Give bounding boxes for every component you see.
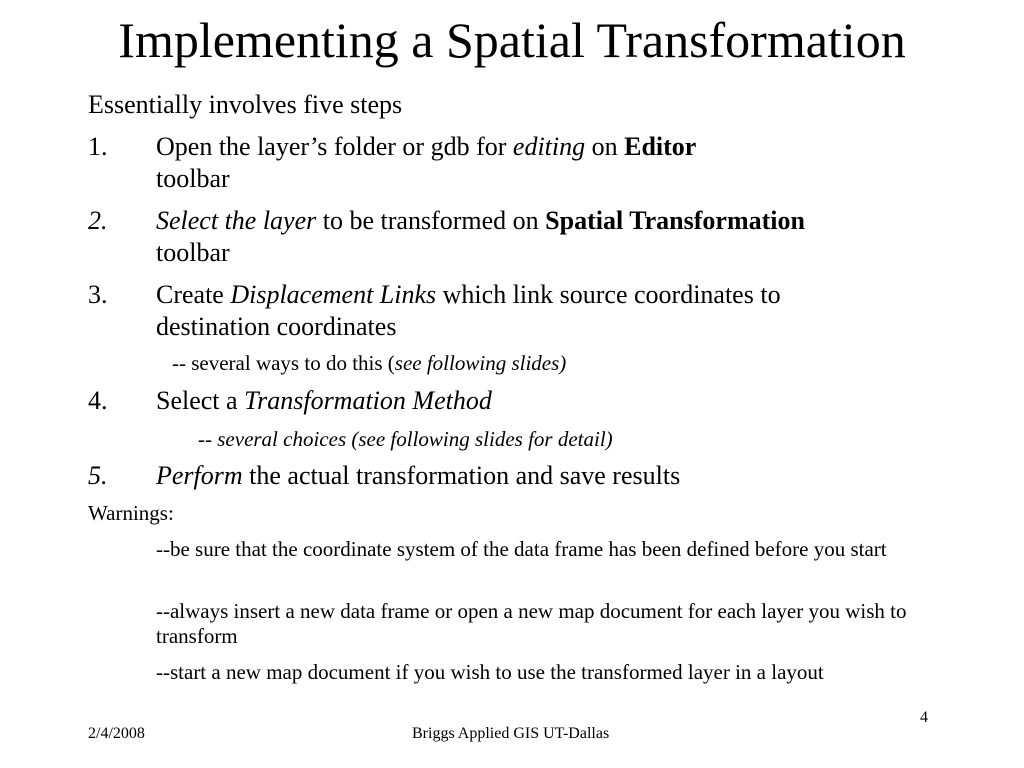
step-number: 5. — [88, 461, 108, 490]
step-number: 3. — [88, 280, 108, 309]
step-text: Open the layer’s folder or gdb for editing on Editor toolbar — [156, 132, 697, 193]
footer-center-text: Briggs Applied GIS UT-Dallas — [412, 725, 610, 742]
step-4-note: -- several choices (see following slides for detail) — [198, 427, 613, 451]
step-text: Create Displacement Links which link source coordinates to destination coordinates — [156, 280, 781, 341]
warning-item: --start a new map document if you wish to use the transformed layer in a layout — [156, 660, 824, 684]
step-text: Select the layer to be transformed on Spatial Transformation toolbar — [156, 206, 805, 267]
step-3-note: -- several ways to do this (see following slides) — [172, 351, 567, 375]
warning-item: --always insert a new data frame or open a new map document for each layer you wish to transform — [156, 599, 907, 648]
step-text: Select a Transformation Method — [156, 386, 492, 415]
warnings-heading: Warnings: — [88, 501, 174, 525]
warning-item: --be sure that the coordinate system of the data frame has been defined before you start — [156, 537, 887, 561]
footer-date: 2/4/2008 — [88, 725, 145, 742]
step-number: 1. — [88, 132, 108, 161]
intro-text: Essentially involves five steps — [88, 90, 403, 119]
step-text: Perform the actual transformation and save results — [156, 461, 681, 490]
page-number: 4 — [920, 709, 928, 726]
step-number: 2. — [88, 206, 108, 235]
slide-title: Implementing a Spatial Transformation — [118, 12, 906, 68]
step-number: 4. — [88, 386, 108, 415]
